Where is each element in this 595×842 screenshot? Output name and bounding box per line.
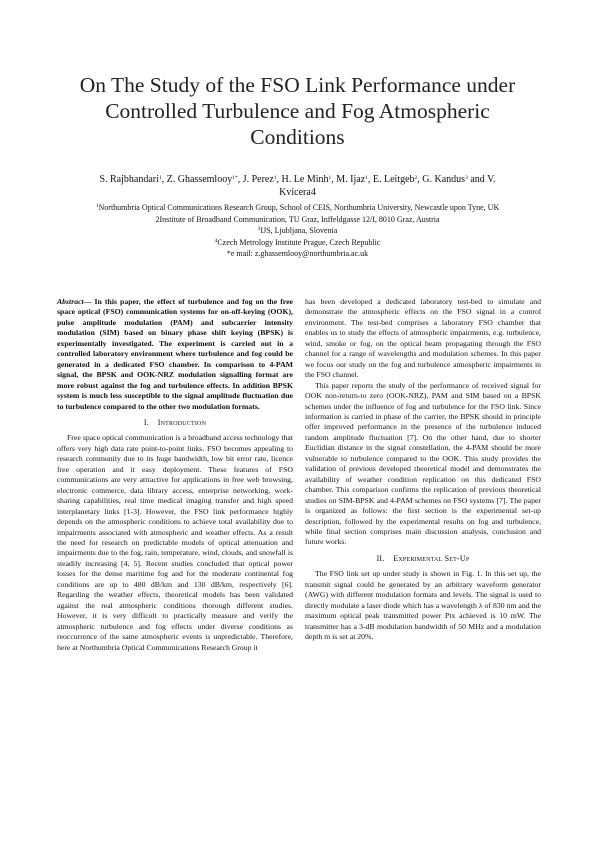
- setup-paragraph: The FSO link set up under study is shown in Fig. 1. In this set up, the transmit signal could be generated by an arbitrary waveform generator (AWG) with different modulation formats and levels. The signal is used to directly modulate a laser diode which has a wavelength λ of 830 nm and the maximum optical peak transmitted power Ptx achieved is 10 mW. The transmitter has a 3-dB modulation bandwidth of 50 MHz and a modulation depth m is set at 20%.: [305, 569, 541, 642]
- author-line-2: Kvicera4: [279, 187, 316, 198]
- affiliation-3: $^3$IJS, Ljubljana, Slovenia: [257, 226, 338, 235]
- affiliation-4: $^4$Czech Metrology Institute Prague, Czech Republic: [214, 237, 381, 247]
- introduction-continued: has been developed a dedicated laboratory test-bed to simulate and demonstrate the atmospheric effects on the FSO signal in a control environment. The test-bed comprises a laboratory FSO chamber that enables us to study the effects of atmospheric impairments, e.g. turbulence, wind, smoke or fog, on the optical beam propagating through the FSO channel for a range of wavelengths and modulation schemes. In this paper we focus our study on the fog and turbulence atmospheric impairments in the FSO channel.: [305, 297, 541, 380]
- author-list: [55, 173, 540, 199]
- abstract-label: Abstract—: [57, 297, 92, 306]
- introduction-paragraph: Free space optical communication is a broadband access technology that offers very high data rate point-to-point links. FSO becomes appealing to research community due to its huge bandwidth, low bit error rate, licence free operation and it easy deployment. These features of FSO communications are very attractive for applications in free web browsing, electronic commerce, data library access, enterprise networking, work-sharing capabilities, real time medical imaging transfer and high speed interplanetary links [1-3]. However, the FSO link performance highly depends on the atmospheric conditions to achieve total availability due to impairments associated with atmospheric and weather effects. As a result the need for research on predictable models of optical attenuation and impairments due to the fog, rain, temperature, wind, clouds, and snowfall is steadily increasing [4, 5]. Recent studies concluded that optical power losses for the dense maritime fog and for the moderate continental fog conditions are up to 480 dB/km and 130 dB/km, respectively [6]. Regarding the weather effects, theoretical models has been validated against the real atmospheric conditions thorough different studies. However, it is very difficult to practically measure and verify the atmospheric turbulence and fog effects under diverse conditions as reoccurrence of the same atmospheric events is unpredictable. Therefore, here at Northumbria Optical Communications Research Group it: [57, 433, 293, 652]
- left-column: [57, 297, 293, 653]
- right-column: [305, 297, 541, 643]
- section-heading-introduction: I. Introduction: [143, 417, 207, 427]
- affiliations: [55, 202, 540, 260]
- introduction-paragraph-2: This paper reports the study of the performance of received signal for OOK non-return-to zero (OOK-NRZ), PAM and SIM based on a BPSK schemes under the influence of fog and turbulence for the FSO link. Since information is carried in phase of the carrier, the BPSK should in principle offer improved performance in the presence of the turbulence induced random amplitude fluctuation [7]. On the other hand, due to shorter Euclidian distance in the signal constellation, the 4-PAM should be more vulnerable to turbulence compared to the OOK. This study provides the validation of previous developed theoretical model and demonstrates the availability of weather condition replication on this dedicated FSO chamber. This comparison confirms the replication of previous theoretical studies on SIM-BPSK and 4-PAM schemes on FSO systems [7]. The paper is organized as follows: the first section is the experimental set-up description, followed by the experimental results on fog and turbulence, while final section comprises main discussion analysis, conclusion and future works.: [305, 380, 541, 547]
- abstract: [57, 297, 293, 412]
- abstract-text: In this paper, the effect of turbulence and fog on the free space optical (FSO) communication systems for on-off-keying (OOK), pulse amplitude modulation (PAM) and subcarrier intensity modulation (SIM) based on binary phase shift keying (BPSK) is experimentally investigated. The experiment is carried out in a controlled laboratory environment where turbulence and fog could be generated in a dedicated FSO chamber. In comparison to 4-PAM signal, the BPSK and OOK-NRZ modulation signalling format are more robust against the fog and turbulence effects. In addition BPSK system is much less susceptible to the signal amplitude fluctuation due to turbulence compared to the other two modulation formats.: [57, 297, 293, 411]
- paper-title: On The Study of the FSO Link Performance under Controlled Turbulence and Fog Atmospheric Conditions: [79, 73, 516, 149]
- section-heading-setup: II. Experimental Set-Up: [376, 553, 470, 563]
- affiliation-1: $^1$Northumbria Optical Communications Research Group, School of CEIS, Northumbria University, Newcastle upon Tyne, UK: [95, 203, 500, 212]
- contact-email: *e mail: z.ghassemlooy@northumbria.ac.uk: [226, 249, 369, 258]
- affiliation-2: 2Institute of Broadband Communication, TU Graz, Inffeldgasse 12/I, 8010 Graz, Austria: [155, 214, 440, 224]
- author-line: S. Rajbhandari$^1$, Z. Ghassemlooy$^{1*}$, J. Perez$^1$, H. Le Minh$^1$, M. Ijaz$^1$, E. Leitgeb$^2$, G. Kandus$^3$ and V.: [99, 174, 496, 185]
